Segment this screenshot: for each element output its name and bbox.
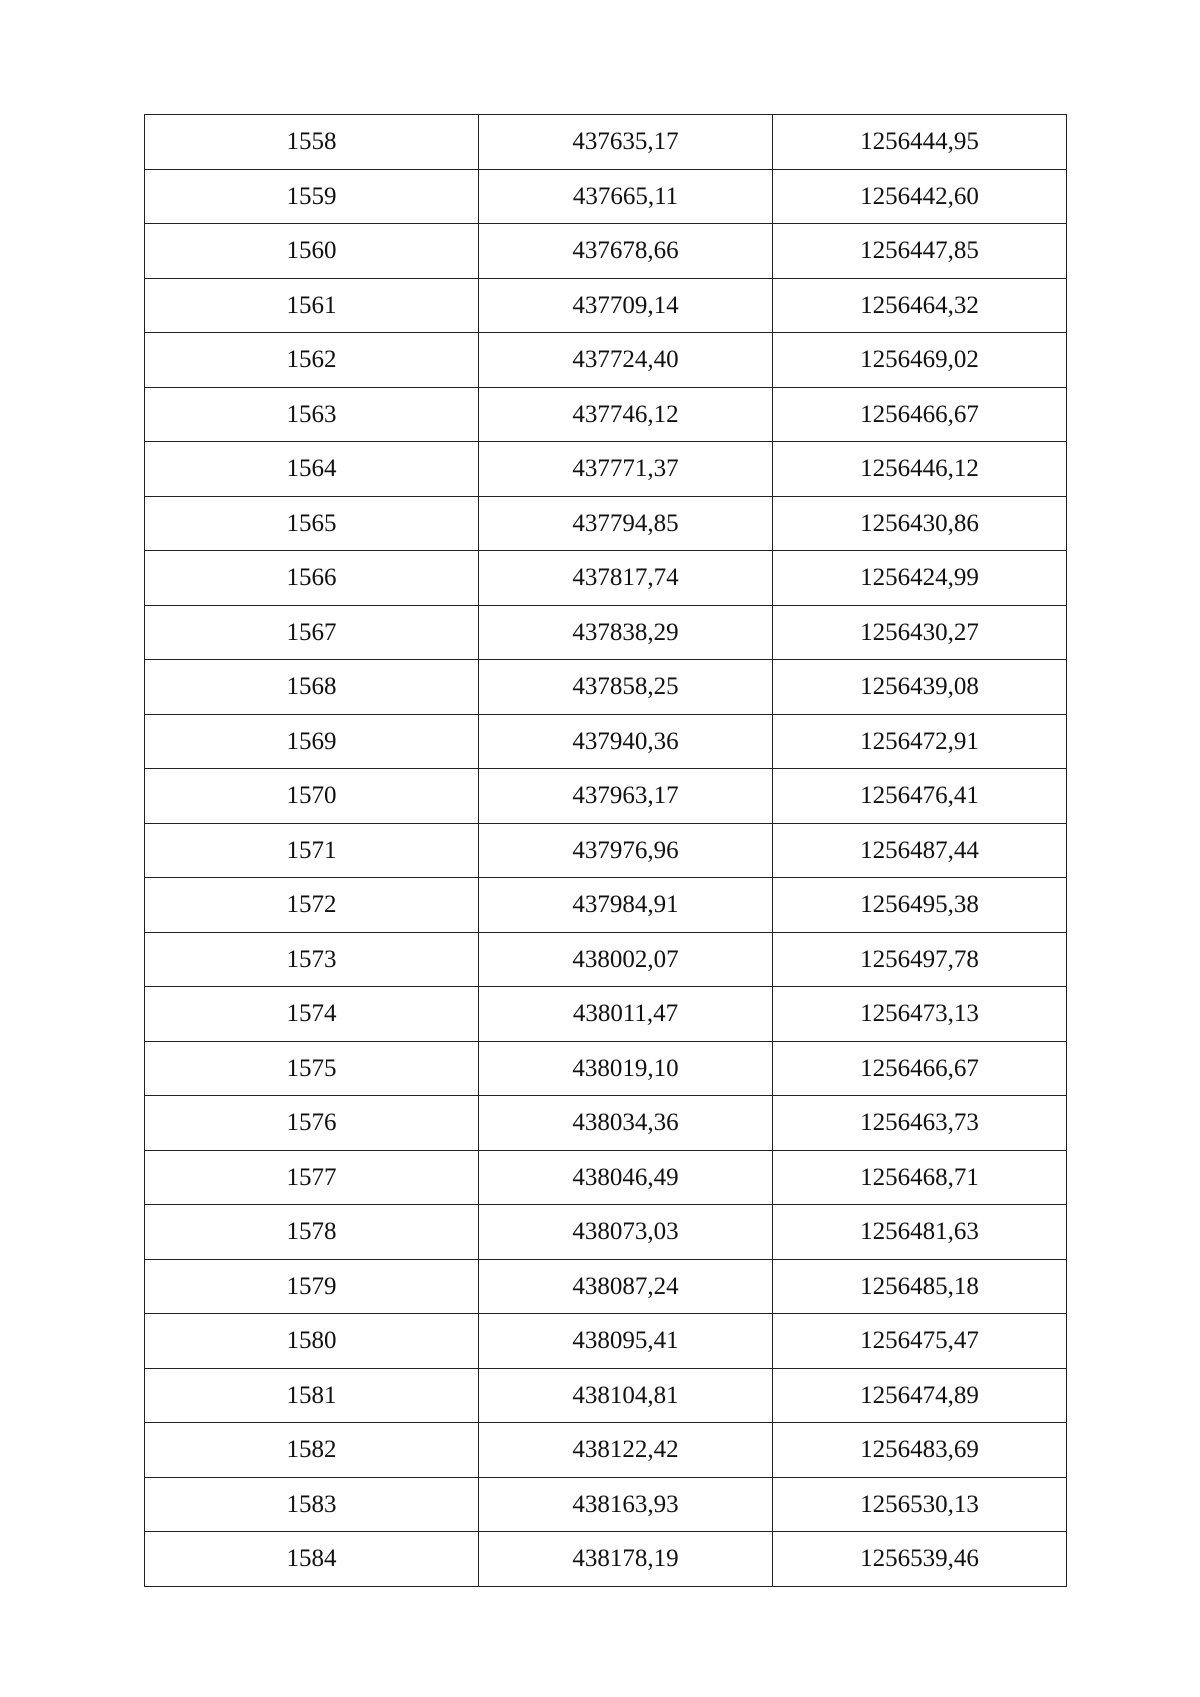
y-coordinate-cell: 1256475,47	[773, 1314, 1067, 1369]
y-coordinate-cell: 1256466,67	[773, 387, 1067, 442]
table-row	[145, 442, 1067, 497]
table-row	[145, 1532, 1067, 1587]
point-number-cell: 1566	[145, 551, 479, 606]
y-coordinate-cell: 1256444,95	[773, 115, 1067, 170]
point-number-cell: 1578	[145, 1205, 479, 1260]
coordinates-table-body	[145, 115, 1067, 1587]
y-coordinate-cell: 1256430,86	[773, 496, 1067, 551]
x-coordinate-cell: 437838,29	[479, 605, 773, 660]
y-coordinate-cell: 1256495,38	[773, 878, 1067, 933]
y-coordinate-cell: 1256446,12	[773, 442, 1067, 497]
point-number-cell: 1565	[145, 496, 479, 551]
x-coordinate-cell: 438163,93	[479, 1477, 773, 1532]
x-coordinate-cell: 438178,19	[479, 1532, 773, 1587]
point-number-cell: 1579	[145, 1259, 479, 1314]
point-number-cell: 1558	[145, 115, 479, 170]
y-coordinate-cell: 1256424,99	[773, 551, 1067, 606]
point-number-cell: 1573	[145, 932, 479, 987]
table-row	[145, 1259, 1067, 1314]
x-coordinate-cell: 438087,24	[479, 1259, 773, 1314]
x-coordinate-cell: 438019,10	[479, 1041, 773, 1096]
point-number-cell: 1561	[145, 278, 479, 333]
y-coordinate-cell: 1256472,91	[773, 714, 1067, 769]
table-row	[145, 496, 1067, 551]
point-number-cell: 1567	[145, 605, 479, 660]
x-coordinate-cell: 438095,41	[479, 1314, 773, 1369]
x-coordinate-cell: 437940,36	[479, 714, 773, 769]
table-row	[145, 1041, 1067, 1096]
y-coordinate-cell: 1256430,27	[773, 605, 1067, 660]
y-coordinate-cell: 1256464,32	[773, 278, 1067, 333]
y-coordinate-cell: 1256447,85	[773, 224, 1067, 279]
point-number-cell: 1577	[145, 1150, 479, 1205]
point-number-cell: 1584	[145, 1532, 479, 1587]
y-coordinate-cell: 1256497,78	[773, 932, 1067, 987]
table-row	[145, 1096, 1067, 1151]
y-coordinate-cell: 1256469,02	[773, 333, 1067, 388]
table-row	[145, 714, 1067, 769]
table-row	[145, 660, 1067, 715]
y-coordinate-cell: 1256539,46	[773, 1532, 1067, 1587]
point-number-cell: 1563	[145, 387, 479, 442]
y-coordinate-cell: 1256468,71	[773, 1150, 1067, 1205]
x-coordinate-cell: 438073,03	[479, 1205, 773, 1260]
point-number-cell: 1581	[145, 1368, 479, 1423]
table-row	[145, 278, 1067, 333]
x-coordinate-cell: 438046,49	[479, 1150, 773, 1205]
y-coordinate-cell: 1256530,13	[773, 1477, 1067, 1532]
x-coordinate-cell: 438002,07	[479, 932, 773, 987]
point-number-cell: 1576	[145, 1096, 479, 1151]
x-coordinate-cell: 437665,11	[479, 169, 773, 224]
table-row	[145, 878, 1067, 933]
x-coordinate-cell: 438034,36	[479, 1096, 773, 1151]
point-number-cell: 1575	[145, 1041, 479, 1096]
point-number-cell: 1559	[145, 169, 479, 224]
table-row	[145, 1477, 1067, 1532]
table-row	[145, 333, 1067, 388]
x-coordinate-cell: 438122,42	[479, 1423, 773, 1478]
point-number-cell: 1574	[145, 987, 479, 1042]
y-coordinate-cell: 1256487,44	[773, 823, 1067, 878]
table-row	[145, 224, 1067, 279]
x-coordinate-cell: 437771,37	[479, 442, 773, 497]
y-coordinate-cell: 1256466,67	[773, 1041, 1067, 1096]
x-coordinate-cell: 437635,17	[479, 115, 773, 170]
point-number-cell: 1580	[145, 1314, 479, 1369]
point-number-cell: 1570	[145, 769, 479, 824]
x-coordinate-cell: 438011,47	[479, 987, 773, 1042]
coordinates-table	[144, 114, 1067, 1587]
table-row	[145, 1150, 1067, 1205]
point-number-cell: 1568	[145, 660, 479, 715]
y-coordinate-cell: 1256481,63	[773, 1205, 1067, 1260]
table-row	[145, 823, 1067, 878]
y-coordinate-cell: 1256473,13	[773, 987, 1067, 1042]
table-row	[145, 169, 1067, 224]
x-coordinate-cell: 437963,17	[479, 769, 773, 824]
table-row	[145, 932, 1067, 987]
x-coordinate-cell: 438104,81	[479, 1368, 773, 1423]
table-row	[145, 987, 1067, 1042]
y-coordinate-cell: 1256442,60	[773, 169, 1067, 224]
x-coordinate-cell: 437984,91	[479, 878, 773, 933]
x-coordinate-cell: 437976,96	[479, 823, 773, 878]
x-coordinate-cell: 437678,66	[479, 224, 773, 279]
x-coordinate-cell: 437709,14	[479, 278, 773, 333]
y-coordinate-cell: 1256483,69	[773, 1423, 1067, 1478]
y-coordinate-cell: 1256476,41	[773, 769, 1067, 824]
y-coordinate-cell: 1256474,89	[773, 1368, 1067, 1423]
point-number-cell: 1560	[145, 224, 479, 279]
table-row	[145, 769, 1067, 824]
x-coordinate-cell: 437724,40	[479, 333, 773, 388]
x-coordinate-cell: 437858,25	[479, 660, 773, 715]
point-number-cell: 1569	[145, 714, 479, 769]
point-number-cell: 1583	[145, 1477, 479, 1532]
table-row	[145, 1423, 1067, 1478]
y-coordinate-cell: 1256485,18	[773, 1259, 1067, 1314]
x-coordinate-cell: 437794,85	[479, 496, 773, 551]
table-row	[145, 1368, 1067, 1423]
point-number-cell: 1572	[145, 878, 479, 933]
y-coordinate-cell: 1256439,08	[773, 660, 1067, 715]
point-number-cell: 1562	[145, 333, 479, 388]
x-coordinate-cell: 437817,74	[479, 551, 773, 606]
table-row	[145, 115, 1067, 170]
point-number-cell: 1582	[145, 1423, 479, 1478]
point-number-cell: 1571	[145, 823, 479, 878]
table-row	[145, 1314, 1067, 1369]
y-coordinate-cell: 1256463,73	[773, 1096, 1067, 1151]
table-row	[145, 605, 1067, 660]
x-coordinate-cell: 437746,12	[479, 387, 773, 442]
point-number-cell: 1564	[145, 442, 479, 497]
table-row	[145, 1205, 1067, 1260]
table-row	[145, 551, 1067, 606]
table-row	[145, 387, 1067, 442]
